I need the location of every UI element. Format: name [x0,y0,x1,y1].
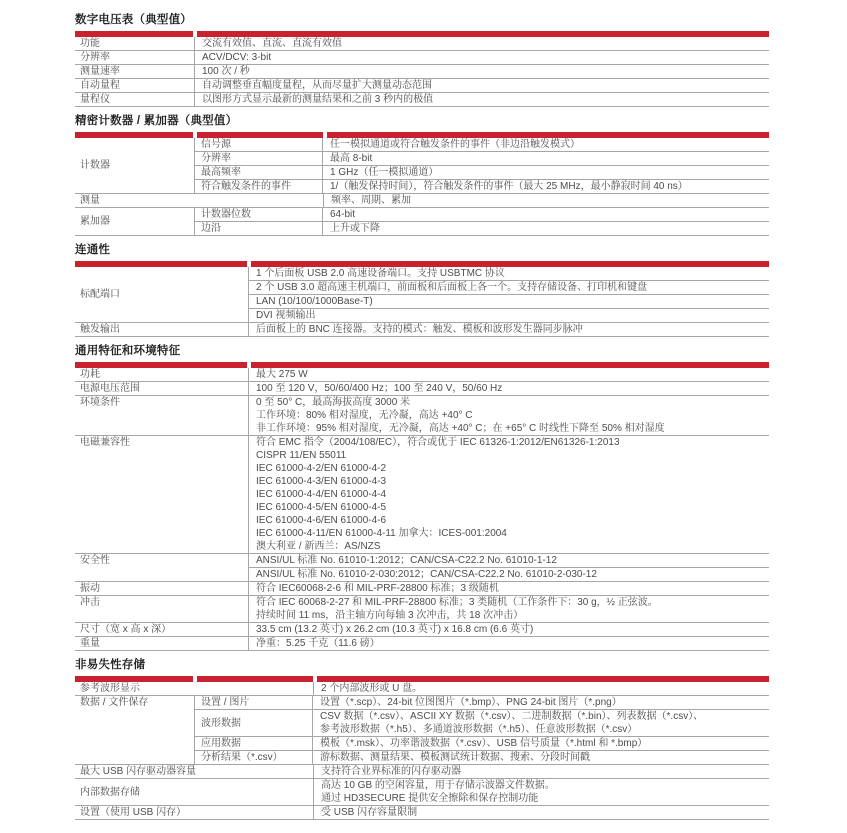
value-stack [195,79,769,92]
row-value [323,222,769,235]
row-value [314,765,769,778]
row-sublabel-text: 分辨率 [201,153,231,164]
spec-row [75,596,769,623]
row-value [249,436,769,553]
value-line: 2 个内部波形或 U 盘。 [321,683,423,694]
spec-subrow [195,221,769,235]
row-value [314,682,769,695]
row-value [313,737,769,750]
spec-section [75,344,769,651]
row-label-text: 最大 USB 闪存驱动器容量 [80,766,197,777]
spec-row [75,382,769,396]
value-line: 1 GHz（任一模拟通道） [330,167,439,178]
value-line: IEC 61000-4-11/EN 61000-4-11 加拿大：ICES-001:2004 [256,528,507,539]
row-label-text: 数据 / 文件保存 [80,697,149,708]
row-label [75,582,249,595]
row-value [195,93,769,106]
row-label [75,682,314,695]
section-rows [75,37,769,107]
spec-subrow [195,208,769,221]
value-line: 支持符合业界标准的闪存驱动器 [321,766,461,777]
spec-row [75,65,769,79]
row-sublabel-text: 边沿 [201,223,221,234]
row-label [75,323,249,336]
spec-row [75,696,769,765]
row-value [249,267,769,280]
spec-subrow [195,696,769,709]
value-line: 最大 275 W [256,369,308,380]
row-value [323,152,769,165]
value-line: 持续时间 11 ms，沿主轴方向每轴 3 次冲击，共 18 次冲击） [256,610,524,621]
spec-row [75,208,769,236]
spec-row [75,93,769,107]
value-stack [249,554,769,581]
row-value [195,65,769,78]
row-label [75,779,314,805]
value-line: 1/（触发保持时间），符合触发条件的事件（最大 25 MHz，最小静寂时间 40 ns） [330,181,688,192]
row-sublabel [195,737,313,750]
row-label-text: 测量速率 [80,66,120,77]
value-stack [314,765,769,778]
value-line: 交流有效值、直流、直流有效值 [202,38,342,49]
row-label-text: 电源电压范围 [80,383,140,394]
section-title: 精密计数器 / 累加器（典型值） [75,115,238,127]
value-stack [249,267,769,322]
row-label [75,37,195,50]
value-line: IEC 61000-4-6/EN 61000-4-6 [256,515,387,526]
row-label-text: 尺寸（宽 x 高 x 深） [80,624,172,635]
row-sublabel [195,696,313,709]
value-line: 任一模拟通道或符合触发条件的事件（非边沿触发模式） [330,139,580,150]
value-line: LAN (10/100/1000Base-T) [256,296,373,307]
spec-row [75,682,769,696]
row-sublabel-text: 信号源 [201,139,231,150]
value-line: 工作环境：80% 相对湿度，无冷凝，高达 +40° C [256,410,473,421]
row-value [249,294,769,308]
spec-section [75,114,769,236]
spec-subrow [195,165,769,179]
spec-row [75,623,769,637]
row-label [75,51,195,64]
value-stack [324,194,769,207]
row-sublabel-text: 波形数据 [201,717,241,729]
row-sublabel [195,751,313,764]
row-sublabel [195,710,313,736]
row-label-text: 振动 [80,583,100,594]
value-stack [195,51,769,64]
value-line: 通过 HD3SECURE 提供安全擦除和保存控制功能 [321,793,539,804]
row-value [249,396,769,435]
spec-subrow [195,179,769,193]
value-line: 频率、周期、累加 [331,195,411,206]
row-label [75,765,314,778]
row-label-text: 安全性 [80,555,110,566]
row-value [323,208,769,221]
value-stack [249,323,769,336]
value-line: 非工作环境：95% 相对湿度，无冷凝，高达 +40° C；在 +65° C 时线性下降至 50% 相对湿度 [256,423,665,434]
value-line: 符合 EMC 指令（2004/108/EC），符合或优于 IEC 61326-1:2012/EN61326-1:2013 [256,437,620,448]
value-stack [314,806,769,819]
value-line: 高达 10 GB 的空闲容量，用于存储示波器文件数据。 [321,780,555,791]
row-label [75,79,195,92]
row-label [75,194,324,207]
value-line: IEC 61000-4-5/EN 61000-4-5 [256,502,387,513]
value-stack [314,779,769,805]
value-stack [249,396,769,435]
row-sublabel [195,180,323,193]
value-line: 澳大利亚 / 新西兰：AS/NZS [256,541,381,552]
value-line: CSV 数据（*.csv）、ASCII XY 数据（*.csv）、二进制数据（*.bin）、列表数据（*.csv）、 [320,711,704,722]
value-line: DVI 视频输出 [256,310,316,321]
spec-row [75,765,769,779]
row-sublabel-text: 符合触发条件的事件 [201,181,291,192]
row-label [75,623,249,636]
row-sublabel [195,208,323,221]
spec-subrow [195,736,769,750]
section-rows [75,682,769,820]
row-value [249,623,769,636]
row-value [249,382,769,395]
value-line: IEC 61000-4-3/EN 61000-4-3 [256,476,387,487]
row-label-text: 触发输出 [80,324,120,335]
spec-row [75,806,769,820]
row-label [75,368,249,381]
spec-row [75,51,769,65]
value-line: 游标数据、测量结果、模板测试统计数据、搜索、分段时间戳 [320,752,590,763]
row-label-text: 量程仪 [80,94,110,105]
row-label [75,637,249,650]
value-line: 64-bit [330,209,356,220]
row-sublabel-text: 应用数据 [201,738,241,749]
value-line: 100 次 / 秒 [202,66,250,77]
value-stack [249,436,769,553]
row-value [249,596,769,622]
row-value [195,37,769,50]
value-line: 1 个后面板 USB 2.0 高速设备端口。支持 USBTMC 协议 [256,268,505,279]
value-line: 参考波形数据（*.h5）、多通道波形数据（*.h5）、任意波形数据（*.csv） [320,724,638,735]
row-sublabel-text: 最高频率 [201,167,241,178]
value-line: 以图形方式显示最新的测量结果和之前 3 秒内的极值 [202,94,434,105]
row-sublabel-text: 分析结果（*.csv） [201,752,283,763]
row-label-text: 电磁兼容性 [80,437,130,448]
value-line: 后面板上的 BNC 连接器。支持的模式：触发、模板和波形发生器同步脉冲 [256,324,583,335]
row-label-text: 测量 [80,195,100,206]
row-value [323,180,769,193]
row-value [313,751,769,764]
row-label [75,65,195,78]
value-line: 0 至 50° C，最高海拔高度 3000 米 [256,397,411,408]
spec-row [75,637,769,651]
row-label [75,554,249,581]
row-label-text: 环境条件 [80,397,120,408]
spec-subrow [195,750,769,764]
value-line: ANSI/UL 标准 No. 61010-1:2012；CAN/CSA-C22.2 No. 61010-1-12 [256,555,557,566]
row-value [314,806,769,819]
section-title: 非易失性存储 [75,659,146,671]
row-value [249,637,769,650]
row-value [249,323,769,336]
row-value [249,567,769,581]
section-title: 数字电压表（典型值） [75,14,192,26]
value-stack [249,582,769,595]
row-sublabel-text: 计数器位数 [201,209,251,220]
spec-subrow [195,138,769,151]
value-stack [249,637,769,650]
row-value [195,51,769,64]
spec-row [75,267,769,323]
spec-subrow [195,151,769,165]
row-value [314,779,769,805]
value-line: IEC 61000-4-2/EN 61000-4-2 [256,463,387,474]
value-stack [249,623,769,636]
row-label [75,396,249,435]
value-line: ANSI/UL 标准 No. 61010-2-030:2012；CAN/CSA-C22.2 No. 61010-2-030-12 [256,569,597,580]
row-label [75,267,249,322]
value-line: 33.5 cm (13.2 英寸) x 26.2 cm (10.3 英寸) x 16.8 cm (6.6 英寸) [256,624,534,635]
row-sublabel [195,152,323,165]
row-label-text: 参考波形显示 [80,683,140,694]
spec-row [75,194,769,208]
row-sublabel [195,166,323,179]
value-stack [195,65,769,78]
row-value [249,308,769,322]
subrow-stack [195,696,769,764]
value-line: CISPR 11/EN 55011 [256,450,347,461]
row-label-text: 功能 [80,38,100,49]
section-title: 通用特征和环境特征 [75,345,181,357]
value-line: 最高 8-bit [330,153,373,164]
row-value [313,710,769,736]
row-sublabel [195,222,323,235]
row-sublabel [195,138,323,151]
row-value [249,554,769,567]
value-line: 上升或下降 [330,223,380,234]
section-rows [75,368,769,651]
row-value [313,696,769,709]
row-label [75,806,314,819]
spec-section [75,243,769,337]
spec-row [75,554,769,582]
spec-sheet [75,13,769,820]
row-label-text: 重量 [80,638,100,649]
value-stack [195,93,769,106]
row-label [75,138,195,193]
row-value [249,582,769,595]
row-label [75,208,195,235]
value-line: IEC 61000-4-4/EN 61000-4-4 [256,489,387,500]
section-rows [75,267,769,337]
spec-row [75,436,769,554]
spec-row [75,37,769,51]
value-line: 模板（*.msk）、功率谐波数据（*.csv）、USB 信号质量（*.html 和 *.bmp） [320,738,648,749]
row-label-text: 计数器 [80,160,110,171]
row-value [323,138,769,151]
section-rows [75,138,769,236]
spec-row [75,396,769,436]
value-stack [195,37,769,50]
row-label-text: 标配端口 [80,289,120,300]
row-value [195,79,769,92]
value-line: 符合 IEC60068-2-6 和 MIL-PRF-28800 标准；3 级随机 [256,583,499,594]
value-line: 符合 IEC 60068-2-27 和 MIL-PRF-28800 标准；3 类随机（工作条件下：30 g，½ 正弦波。 [256,597,658,608]
row-sublabel-text: 设置 / 图片 [201,697,250,708]
spec-row [75,368,769,382]
spec-row [75,323,769,337]
row-label-text: 功耗 [80,369,100,380]
row-value [249,368,769,381]
row-value [249,280,769,294]
subrow-stack [195,138,769,193]
spec-row [75,779,769,806]
row-label-text: 内部数据存储 [80,786,140,798]
row-label [75,596,249,622]
row-label [75,93,195,106]
row-value [324,194,769,207]
value-line: 自动调整垂直幅度量程，从而尽量扩大测量动态范围 [202,80,432,91]
row-label [75,436,249,553]
value-line: 净重：5.25 千克（11.6 磅） [256,638,380,649]
spec-row [75,582,769,596]
row-label [75,696,195,764]
spec-subrow [195,709,769,736]
spec-section [75,658,769,820]
row-label-text: 自动量程 [80,80,120,91]
value-stack [249,368,769,381]
subrow-stack [195,208,769,235]
value-line: 2 个 USB 3.0 超高速主机端口，前面板和后面板上各一个。支持存储设备、打印机和键盘 [256,282,648,293]
value-stack [249,596,769,622]
row-label-text: 分辨率 [80,52,110,63]
value-stack [249,382,769,395]
section-title: 连通性 [75,244,111,256]
value-line: 设置（*.scp）、24-bit 位图图片（*.bmp）、PNG 24-bit 图片（*.png） [320,697,622,708]
row-label-text: 设置（使用 USB 闪存） [80,807,187,818]
value-stack [314,682,769,695]
row-value [323,166,769,179]
row-label-text: 累加器 [80,216,110,227]
row-label-text: 冲击 [80,597,100,608]
spec-section [75,13,769,107]
spec-row [75,79,769,93]
spec-row [75,138,769,194]
value-line: ACV/DCV: 3-bit [202,52,272,63]
value-line: 受 USB 闪存容量限制 [321,807,418,818]
row-label [75,382,249,395]
value-line: 100 至 120 V，50/60/400 Hz；100 至 240 V，50/60 Hz [256,383,503,394]
